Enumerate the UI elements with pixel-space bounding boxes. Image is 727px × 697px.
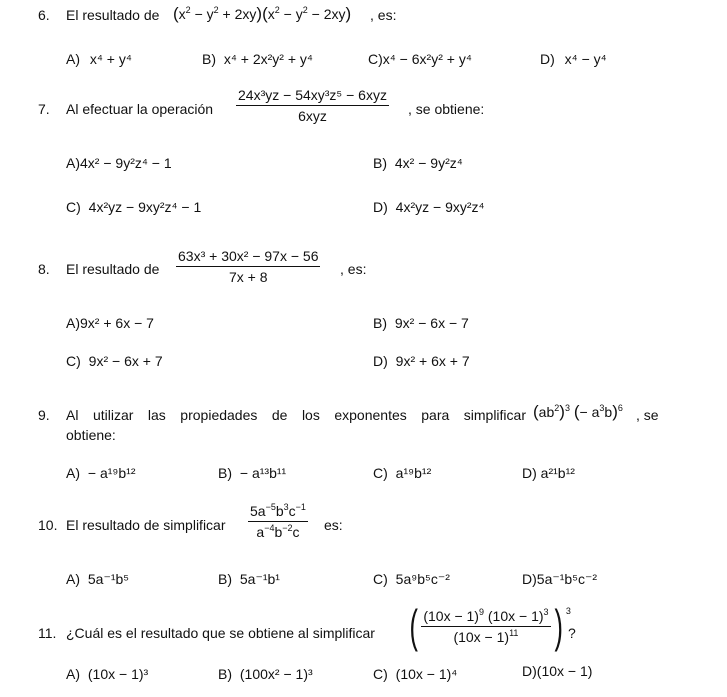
- option-label: A): [66, 571, 80, 587]
- option-value: 9x² − 6x − 7: [394, 315, 469, 331]
- option-label: D): [522, 663, 537, 679]
- question-10-suffix: es:: [324, 517, 343, 533]
- fraction-denominator: 6xyz: [298, 108, 327, 124]
- option-label: D): [373, 199, 388, 215]
- question-10-fraction: [248, 504, 308, 539]
- q9-option-c[interactable]: [373, 466, 431, 480]
- q6-option-b[interactable]: [202, 52, 313, 66]
- question-9-suffix: , se: [636, 407, 659, 423]
- option-value: 4x² − 9y²z⁴: [394, 155, 463, 171]
- option-value: x⁴ − y⁴: [564, 51, 607, 67]
- q7-option-a[interactable]: [66, 156, 172, 170]
- option-value: 4x² − 9y²z⁴ − 1: [80, 155, 172, 171]
- fraction-numerator: $5a^{-5}b^3c^{-1}$: [248, 504, 308, 522]
- option-value: a²¹b¹²: [540, 465, 575, 481]
- option-value: a¹⁹b¹²: [395, 465, 432, 481]
- option-value: (10x − 1)³: [87, 666, 149, 682]
- option-label: B): [218, 666, 232, 682]
- q10-option-d[interactable]: [522, 572, 597, 586]
- q10-option-b[interactable]: [218, 572, 280, 586]
- option-label: C): [66, 199, 81, 215]
- option-value: x⁴ + 2x²y² + y⁴: [223, 51, 313, 67]
- option-label: D): [522, 571, 537, 587]
- question-9-expression: $(ab^2)^3$ (− $a^3b)^6$: [533, 402, 623, 421]
- question-7-text: Al efectuar la operación: [66, 101, 214, 117]
- question-7-number: 7.: [38, 101, 50, 117]
- option-label: D): [373, 353, 388, 369]
- q9-option-d[interactable]: [522, 466, 575, 480]
- question-7-suffix: , se obtiene:: [408, 101, 485, 117]
- option-label: A): [66, 315, 80, 331]
- q11-option-c[interactable]: [373, 667, 457, 681]
- option-label: B): [218, 571, 232, 587]
- option-label: B): [218, 465, 232, 481]
- q9-option-a[interactable]: [66, 466, 136, 480]
- option-label: C): [373, 571, 388, 587]
- question-8-fraction: [176, 249, 320, 284]
- option-label: C): [373, 666, 388, 682]
- q8-option-d[interactable]: [373, 354, 470, 368]
- option-label: D): [540, 51, 555, 67]
- option-value: x⁴ − 6x²y² + y⁴: [382, 51, 472, 67]
- fraction-numerator: 63x³ + 30x² − 97x − 56: [176, 249, 320, 267]
- question-10-text: El resultado de simplificar: [66, 517, 226, 533]
- question-8-number: 8.: [38, 261, 50, 277]
- option-label: D): [522, 465, 537, 481]
- option-value: 9x² + 6x − 7: [80, 315, 154, 331]
- question-6-expression: $(x^2 - y^2 + 2xy)(x^2 - y^2 - 2xy)$: [173, 4, 352, 23]
- question-9-number: 9.: [38, 407, 50, 423]
- option-value: (10x − 1): [536, 663, 593, 679]
- question-11-suffix: ?: [568, 625, 576, 641]
- question-10-number: 10.: [38, 517, 58, 533]
- option-value: x⁴ + y⁴: [89, 51, 132, 67]
- q8-option-b[interactable]: [373, 316, 469, 330]
- q6-option-c[interactable]: [368, 52, 472, 66]
- option-value: 4x²yz − 9xy²z⁴: [395, 199, 485, 215]
- q7-option-b[interactable]: [373, 156, 463, 170]
- q7-option-d[interactable]: [373, 200, 485, 214]
- fraction-denominator: 7x + 8: [228, 269, 268, 285]
- option-label: A): [66, 666, 80, 682]
- q6-option-a[interactable]: [66, 52, 132, 66]
- option-value: 9x² − 6x + 7: [88, 353, 163, 369]
- option-label: A): [66, 51, 80, 67]
- option-value: − a¹⁹b¹²: [87, 465, 136, 481]
- question-11-text: ¿Cuál es el resultado que se obtiene al simplificar: [66, 625, 375, 641]
- option-value: 4x²yz − 9xy²z⁴ − 1: [88, 199, 202, 215]
- option-label: C): [368, 51, 383, 67]
- question-8-suffix: , es:: [340, 261, 367, 277]
- fraction-numerator: $(10x - 1)^9$ $(10x - 1)^3$: [421, 609, 550, 627]
- question-11-number: 11.: [38, 625, 57, 641]
- question-6-number: 6.: [38, 7, 50, 23]
- q8-option-c[interactable]: [66, 354, 163, 368]
- option-value: 5a⁻¹b¹: [239, 571, 280, 587]
- option-label: A): [66, 155, 80, 171]
- question-6-suffix: , es:: [370, 7, 397, 23]
- option-label: B): [202, 51, 216, 67]
- option-value: 9x² + 6x + 7: [395, 353, 470, 369]
- question-11-expression: ( $\frac{(10x - 1)^9 (10x - 1)^3}{(10x - 1)^{11}}$ ) $^3$: [409, 600, 571, 652]
- option-value: (10x − 1)⁴: [395, 666, 458, 682]
- q6-option-d[interactable]: [540, 52, 607, 66]
- q10-option-c[interactable]: [373, 572, 450, 586]
- option-label: B): [373, 155, 387, 171]
- option-value: 5a⁻¹b⁵c⁻²: [536, 571, 598, 587]
- q11-option-a[interactable]: [66, 667, 148, 681]
- option-value: 5a⁹b⁵c⁻²: [395, 571, 450, 587]
- q10-option-a[interactable]: [66, 572, 129, 586]
- fraction-denominator: $a^{-4}b^{-2}c$: [256, 523, 300, 540]
- option-label: C): [373, 465, 388, 481]
- fraction-denominator: $(10x - 1)^{11}$: [453, 627, 519, 645]
- question-9-text-line2: obtiene:: [66, 427, 116, 443]
- question-9-text: Al utilizar las propiedades de los exponentes para simplificar: [66, 407, 526, 423]
- question-7-fraction: [236, 88, 389, 123]
- option-value: (100x² − 1)³: [239, 666, 313, 682]
- q7-option-c[interactable]: [66, 200, 201, 214]
- q11-option-b[interactable]: [218, 667, 313, 681]
- fraction-numerator: 24x³yz − 54xy³z⁵ − 6xyz: [236, 88, 389, 106]
- question-6-text: El resultado de: [66, 7, 160, 23]
- q9-option-b[interactable]: [218, 466, 286, 480]
- q11-option-d[interactable]: [522, 664, 592, 678]
- option-label: B): [373, 315, 387, 331]
- question-8-text: El resultado de: [66, 261, 160, 277]
- option-value: 5a⁻¹b⁵: [87, 571, 130, 587]
- option-label: C): [66, 353, 81, 369]
- q8-option-a[interactable]: [66, 316, 154, 330]
- option-label: A): [66, 465, 80, 481]
- option-value: − a¹³b¹¹: [239, 465, 287, 481]
